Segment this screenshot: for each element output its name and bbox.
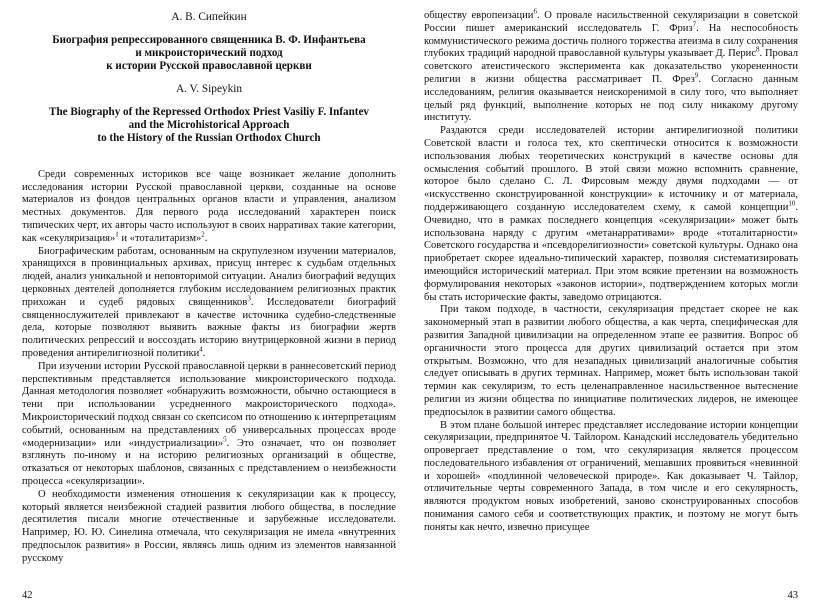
title-en-line: and the Microhistorical Approach xyxy=(128,119,290,132)
title-en-line: to the History of the Russian Orthodox Church xyxy=(97,131,321,144)
body-paragraph: О необходимости изменения отношения к секуляризации как к процессу, который является неизбежной стадией развития любого общества, в последние десятилетия писали многие отечественные и зарубежные исследователи. Например, Ю. Ю. Синелина отмечала, что секуляризация не имела «внутренних предпосылок развития» в России, являясь лишь одним из элементов навязанной русскому xyxy=(22,488,396,564)
footnote-ref: 6 xyxy=(533,7,537,16)
author-name-en: A. V. Sipeykin xyxy=(175,83,243,96)
footnote-ref: 5 xyxy=(223,435,227,443)
footnote-ref: 3 xyxy=(247,294,251,303)
footnote-ref: 4 xyxy=(199,345,203,354)
page-number: 42 xyxy=(22,590,33,601)
body-paragraph: Среди современных историков все чаще возникает желание дополнить исследования истории Русской православной церкви, созданные на основе материалов из фондов центральных органов власти и управления, анализом местных документов. Для первого рода исследований характерен поиск типических черт, их авторы часто используют в своих нарративах такие категории, как «секуляризация»$^1$ и «тоталитаризм»$^2$. xyxy=(22,168,396,244)
footnote-ref: 10 xyxy=(788,199,796,208)
page-number: 43 xyxy=(787,590,798,601)
body-paragraph: Раздаются среди исследователей истории антирелигиозной политики Советской власти и голоса тех, кто скептически относится к возможности использования любых теоретических конструкций в качестве основы для осмысления событий прошлого. В этой связи можно вспомнить сравнение, которое было сделано С. Л. Фирсовым между двумя подходами — от «искусственно сконструированной конструкции» к источнику и от материала, поддерживающего созданную исследователем схему, к самой концепции$^{10}$. Очевидно, что в рамках последнего концепция «секуляризации» может быть использована наряду с другим «метанарративами» вроде «тоталитарности» Советского государства и «псевдорелигиозности» советской культуры. Однако она приобретает скорее идеально-типический характер, позволяя систематизировать имеющийся исторический материал. При этом всякие претензии на возможность формулирования некоторых «законов истории», подтверждением которых могли бы стать исторические факты, заведомо отрицаются. xyxy=(424,125,798,303)
title-ru-line: к истории Русской православной церкви xyxy=(106,59,312,72)
body-paragraph: В этом плане большой интерес представляет исследование истории концепции секуляризации, предпринятое Ч. Тайлором. Канадский исследователь убедительно опровергает представление о том, что секуляризация является процессом последовательного избавления от ограничений, мешавших проявиться «невинной и хорошей» «подлинной человеческой природе». Как доказывает Ч. Тайлор, отличительные черты современного Запада, в том числе и его секулярность, являются продуктом новых изобретений, заново сконструированных способов понимания самого себя и соответствующих практик, и поэтому не могут быть поняты как нечто, извечно присущее xyxy=(424,419,798,533)
body-paragraph: обществу европеизации$^6$. О провале насильственной секуляризации в советской России пишет американский исследователь Г. Фриз$^7$. На неспособность коммунистического режима достичь полного торжества атеизма в силу сохранения глубоких традиций народной православной культуры указывает Д. Перис$^8$. Провал советского атеистического эксперимента как доказательство укорененности религии в жизни общества рассматривает П. Фрез$^9$. Согласно данным исследованиям, религия оказывается неискоренимой в силу того, что выполняет целый ряд функций, выполнение которых не под силу никакому другому институту. xyxy=(424,7,798,124)
title-ru-line: и микроисторический подход xyxy=(135,46,283,59)
footnote-ref: 2 xyxy=(201,230,205,239)
title-en-line: The Biography of the Repressed Orthodox Priest Vasiliy F. Infantev xyxy=(49,106,369,119)
footnote-ref: 7 xyxy=(692,20,697,29)
article-title-ru xyxy=(22,34,396,72)
body-paragraph: При изучении истории Русской православной церкви в раннесоветский период перспективным представляется использование микроисторического подхода. Данная методология позволяет «обнаружить возможности, обычно остающиеся в тени при использовании усредненного макроисторического подхода». Микроисторический подход связан со скепсисом по отношению к интерпретациям событий, основанным на представлениях об универсальных процессах вроде «модернизации» или «индустриализации»$^5$. Это означает, что он позволяет взглянуть по-иному и на историю религиозных организаций в обществе, отказаться от некоторых шаблонов, связанных с представлением о неизбежности процесса «секуляризации». xyxy=(22,360,396,487)
body-paragraph: При таком подходе, в частности, секуляризация предстает скорее не как закономерный этап в развитии любого общества, а как черта, специфическая для развития Западной цивилизации на определенном этапе ее развития. Вопрос об органичности этого процесса для других цивилизаций остается при этом открытым. Возможно, что для незападных цивилизаций аналогичные события следует описывать в других терминах. Например, может быть использован такой термин как секуляризм, то есть целенаправленное насильственное вытеснение религии из жизни общества по инициативе политических лидеров, не имеющее предпосылок в развитии самого общества. xyxy=(424,304,798,418)
footnote-ref: 1 xyxy=(115,230,119,239)
right-page xyxy=(410,0,820,609)
article-title-en xyxy=(22,106,396,144)
body-paragraph: Биографическим работам, основанным на скрупулезном изучении материалов, хранящихся в провинциальных архивах, присущ интерес к судьбам отдельных людей, анализ уникальной и неповторимой ситуации. Анализ биографий ведущих церковных деятелей дополняется глубоким исследованием религиозных практик прихожан и судеб рядовых священников$^3$. Исследователи биографий священнослужителей привлекают в качестве источника судебно-следственные дела, которые позволяют выявить важные факты из биографии жертв политических репрессий и воссоздать историю внутрицерковной жизни в период проведения антирелигиозной политики$^4$. xyxy=(22,245,396,359)
footnote-ref: 8 xyxy=(756,45,760,54)
footnote-ref: 9 xyxy=(694,71,699,80)
author-name-ru: А. В. Сипейкин xyxy=(171,11,247,23)
title-ru-line: Биография репрессированного священника В. Ф. Инфантьева xyxy=(52,34,366,46)
